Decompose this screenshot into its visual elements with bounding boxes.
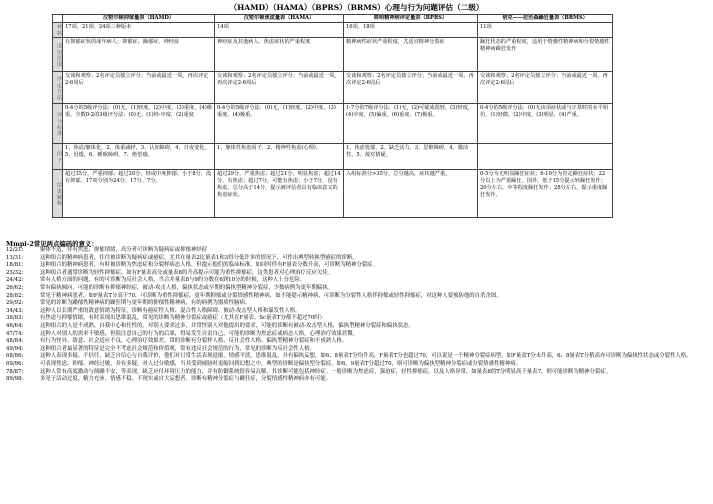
column-header: 汉密尔顿焦虑量表（HAMA）: [215, 15, 344, 23]
table-cell: 超过29分，严重焦虑；超过21分，明显焦虑；超过14分，有焦虑；超过7分，可能有焦虑；小于7分，没有焦虑。总分高于14分，提示被评估者具有临床意义的焦虑症状。: [215, 170, 344, 218]
item-text: 躯体不适，伴有焦虑、抑郁情绪，高分者可诊断为疑病症或抑郁神经症: [40, 247, 208, 253]
row-label: 评定方法: [53, 72, 63, 104]
table-cell: 交谈和观察；2名评定员独立评分；当前或最近一周，再次评定2-6周后: [63, 72, 215, 104]
item-code: 68/86:: [6, 353, 24, 360]
list-item: [6, 353, 706, 361]
table-cell: 1-7分的7级评分法：(1)无，(2)可疑或很轻，(3)轻度，(4)中度，(5)偏重，(6)重度，(7)极重。: [344, 104, 478, 144]
item-code: 23/32:: [6, 269, 24, 276]
list-item: [6, 277, 706, 285]
table-cell: 1、焦虑/躯体化，2、体重减轻，3、认知障碍，4、日夜变化，5、迟缓，6、睡眠障碍，7、绝望感。: [63, 144, 215, 170]
table-header-row: [53, 15, 613, 23]
item-text: 这种组合者通常诊断为轻性抑郁症，如有F量表高分或量表8的升高提示可能为重性抑郁症，这类患者对心理治疗反应欠佳。: [40, 269, 333, 276]
table-cell: 精神病性症状严重程度，尤适宜精神分裂症: [344, 38, 478, 72]
list-item: [6, 369, 706, 377]
scales-comparison-table: [52, 14, 613, 218]
item-text: 这种组合的精神病患者，有时被诊断为焦虑症和分裂样病态人格，但提示他们的临床标准，如同时伴有F量表分数升高，可诊断为精神分裂症。: [40, 262, 378, 269]
item-text: 这种组合者最显著的特征是完全不考虑社会规范和价值观，常有违反社会规范的行为，常见的诊断为反社会性人格。: [40, 345, 315, 352]
item-text: 常有偏执倾向，可能的诊断有抑郁神经症，被动-攻击人格，偏执状态或早期的偏执型精神分裂症，少数病例为更年期偏执。: [40, 284, 333, 291]
item-text: 有行为怪异、敌意、社会适应不良，心理治疗效果差，常的诊断有分裂样人格、反社会性人格、偏执型精神分裂症和不成熟人格。: [40, 338, 348, 345]
item-code: 78/87:: [6, 368, 24, 375]
item-code: 34/43:: [6, 307, 24, 314]
item-code: 28/82:: [6, 292, 24, 299]
row-label: 结果解释: [53, 170, 63, 218]
item-code: 38/83:: [6, 315, 24, 322]
item-text: 这种人对别人的需求不敏感，但很注意自己的行为的后果，得易发生自责自己，可能的诊断为焦虑症或病态人格，心理治疗效果甚微。: [40, 330, 359, 337]
table-cell: 1、焦虑忧郁，2、缺乏活力，3、思维障碍，4、激活性，5、敌对猜疑。: [344, 144, 478, 170]
table-cell: 0-4分的5级评分法：(0)无，(1)轻度，(2)中度，(3)重度，(4)极重。: [215, 104, 344, 144]
item-text: 常见的诊断为躁郁性精神病的躁狂期与更年期的抑郁性精神病，有的病例为器质性脑病。: [40, 300, 251, 307]
item-text: 这种组合的精神病患者，往往被诊断为疑病症或癔症。尤其在量表2比量表1和3得分低许多的情况下，可作出典型转换型癔症的诊断。: [40, 254, 358, 261]
table-cell: 16项、18项: [344, 23, 478, 38]
item-text: 可表现焦虑、抑郁、神经过敏，并有多疑，对人过分敏感，当其受到威胁时退缩回到幻想之中，典型的诊断是偏执型分裂症，如6、9量表T分超过70，则可诊断为偏执型精神分裂症或分裂情感性精神病。: [40, 360, 521, 367]
table-cell: 交谈和观察；2名评定员独立评分；当前或最近一周，再次评定2-6周后: [215, 72, 344, 104]
item-code: 12/21:: [6, 247, 24, 253]
list-item: [6, 285, 706, 293]
table-cell: 0-5分为无明显躁狂症状；6-10分为肯定躁狂症状；22分以上为严重躁狂。国外，低于15分提示轻躁狂发作；20分左右，中等程度躁狂发作；28分左右，提示重度躁狂发作。: [478, 170, 613, 218]
item-text: 多见于活动过度、精力充沛、情感不稳、不现实或自大妄想者。诊断有精神分裂症与躁狂症，分裂情感性精神病亦有可能。: [40, 376, 332, 383]
item-code: 48/84:: [6, 338, 24, 345]
item-code: 26/62:: [6, 284, 24, 291]
item-code: 47/74:: [6, 330, 24, 337]
list-item: [6, 376, 706, 384]
page-title: （HAMD）（HAMA）（BPRS）（BRMS）心理与行为问题评估（二级）: [229, 3, 484, 12]
item-code: 69/96:: [6, 360, 24, 367]
list-item: [6, 323, 706, 331]
list-item: [6, 361, 706, 369]
item-text: 这种人表现多疑、不信任、缺乏自信心与自我评价，他们对日常生活表现退缩，情感平淡，思维混乱，并有偏执妄想，如6、8量表T分均升高，F量表T分也超过70，可以说是一个精神分裂症病型。如F量表T分未升高，6、8量表T分稍高亦可诊断为偏执性状态或分裂性人格。: [40, 353, 692, 360]
item-code: 46/64:: [6, 322, 24, 329]
list-item: [6, 338, 706, 346]
item-text: 这种人以长期严重的敌意情绪为特征，诊断有癔症性人格、混合性人格障碍、被动-攻击型人格和暴发性人格。: [40, 307, 301, 314]
list-item: [6, 300, 706, 308]
row-label: 评分标准: [53, 104, 63, 144]
table-cell: [478, 144, 613, 170]
list-item: [6, 247, 706, 255]
table-cell: 17项、21项、24项三种版本: [63, 23, 215, 38]
item-code: 24/42:: [6, 277, 24, 284]
table-cell: 11项: [478, 23, 613, 38]
item-code: 13/31:: [6, 254, 24, 261]
code-interpretation-list: [6, 247, 706, 384]
table-cell: 1、躯体性焦虑因子，2、精神性焦虑(心理)。: [215, 144, 344, 170]
table-cell: 0-4分的5级评分法：(0)无，(1)轻度，(2)中度，(3)重度，(4)极重。少数0-2的3级评分法：(0)无，(1)轻-中度，(2)重度: [63, 104, 215, 144]
column-header: 汉密尔顿抑郁量表（HAMD）: [63, 15, 215, 23]
column-header: 简明精神病评定量表（BPRS）: [344, 15, 478, 23]
table-row: [53, 72, 613, 104]
section-subtitle: Mmpi-2常见两点编码的意义：: [6, 240, 98, 248]
item-text: 常有人格方面的问题，有的可诊断为反社会人格，当合并量表8与9的分数在6到10分的时候，这种人十分危险。: [40, 277, 306, 284]
list-item: [6, 262, 706, 270]
item-code: 89/98:: [6, 376, 24, 383]
row-label: 材料: [53, 23, 63, 38]
table-row: [53, 170, 613, 218]
item-text: 这种人常有高度激动与烦躁不安，等表现，缺乏应付环境压力的能力，并有防御系统很容易瓦解，其诊断可能包括神经症。一般诊断为焦虑症，强迫症，轻性抑郁症，以及人格异常，如量表8的T分明显高于量表7，则可能诊断为精神分裂症。: [40, 368, 612, 375]
item-text: 这种组合的人是不成熟、自我中心和任性的，对别人要求过多，并常怪别人对他提出的要求，可能的诊断有被动-攻击型人格，偏执型精神分裂症和偏执状态。: [40, 322, 414, 329]
item-code: 49/94:: [6, 345, 24, 352]
item-text: 常见于精神病患者，如F量表T分高于70，可诊断为重性抑郁症，更年期抑郁或分裂情感性精神病，如不能提示精神病，可诊断为分裂性人格伴抑郁或轻性抑郁症，对这种人要预防他的自杀企图。: [40, 292, 502, 299]
table-cell: 有抑郁症状的成年病人；抑郁症、躁郁症、神经症: [63, 38, 215, 72]
table-row: [53, 144, 613, 170]
row-label: 因子: [53, 144, 63, 170]
table-cell: 超过35分，严重抑郁；超过20分，轻或中度抑郁；小于8分，没有抑郁。17项分别为24分、17分、7分。: [63, 170, 215, 218]
item-code: 29/92:: [6, 300, 24, 307]
table-row: [53, 38, 613, 72]
item-code: 18/81:: [6, 262, 24, 269]
table-cell: 躁狂状态的严重程度，适用于情感性精神病和分裂情感性精神病躁狂发作: [478, 38, 613, 72]
table-cell: 交谈和观察；2名评定员独立评分；当前或最近一周，再次评定2-6周后: [344, 72, 478, 104]
item-text: 有焦虑与抑郁情绪，有时表现出思维混乱，常见的诊断为精神分裂症或癔症（尤其在F量表、Sc量表T分都不超过70时）: [40, 315, 326, 322]
table-cell: 入组标准分>35分，总分越高，症状越严重。: [344, 170, 478, 218]
table-row: [53, 104, 613, 144]
row-label: 适用范围: [53, 38, 63, 72]
table-cell: 神经症及其他病人，焦虑症状的严重程度: [215, 38, 344, 72]
list-item: [6, 315, 706, 323]
table-cell: 交谈和观察；2名评定员独立评分；当前或最近一周，再次评定2-6周后: [478, 72, 613, 104]
table-row: [53, 23, 613, 38]
table-cell: 14项: [215, 23, 344, 38]
column-header: 倍克——拉范森躁狂量表（BRMS）: [478, 15, 613, 23]
list-item: [6, 331, 706, 339]
table-corner-cell: [53, 15, 63, 23]
table-cell: 0-4分的5级评分法：(0)无该项症状或与正常时的水平相仿，(1)轻微，(2)中度，(3)明显，(4)严重。: [478, 104, 613, 144]
